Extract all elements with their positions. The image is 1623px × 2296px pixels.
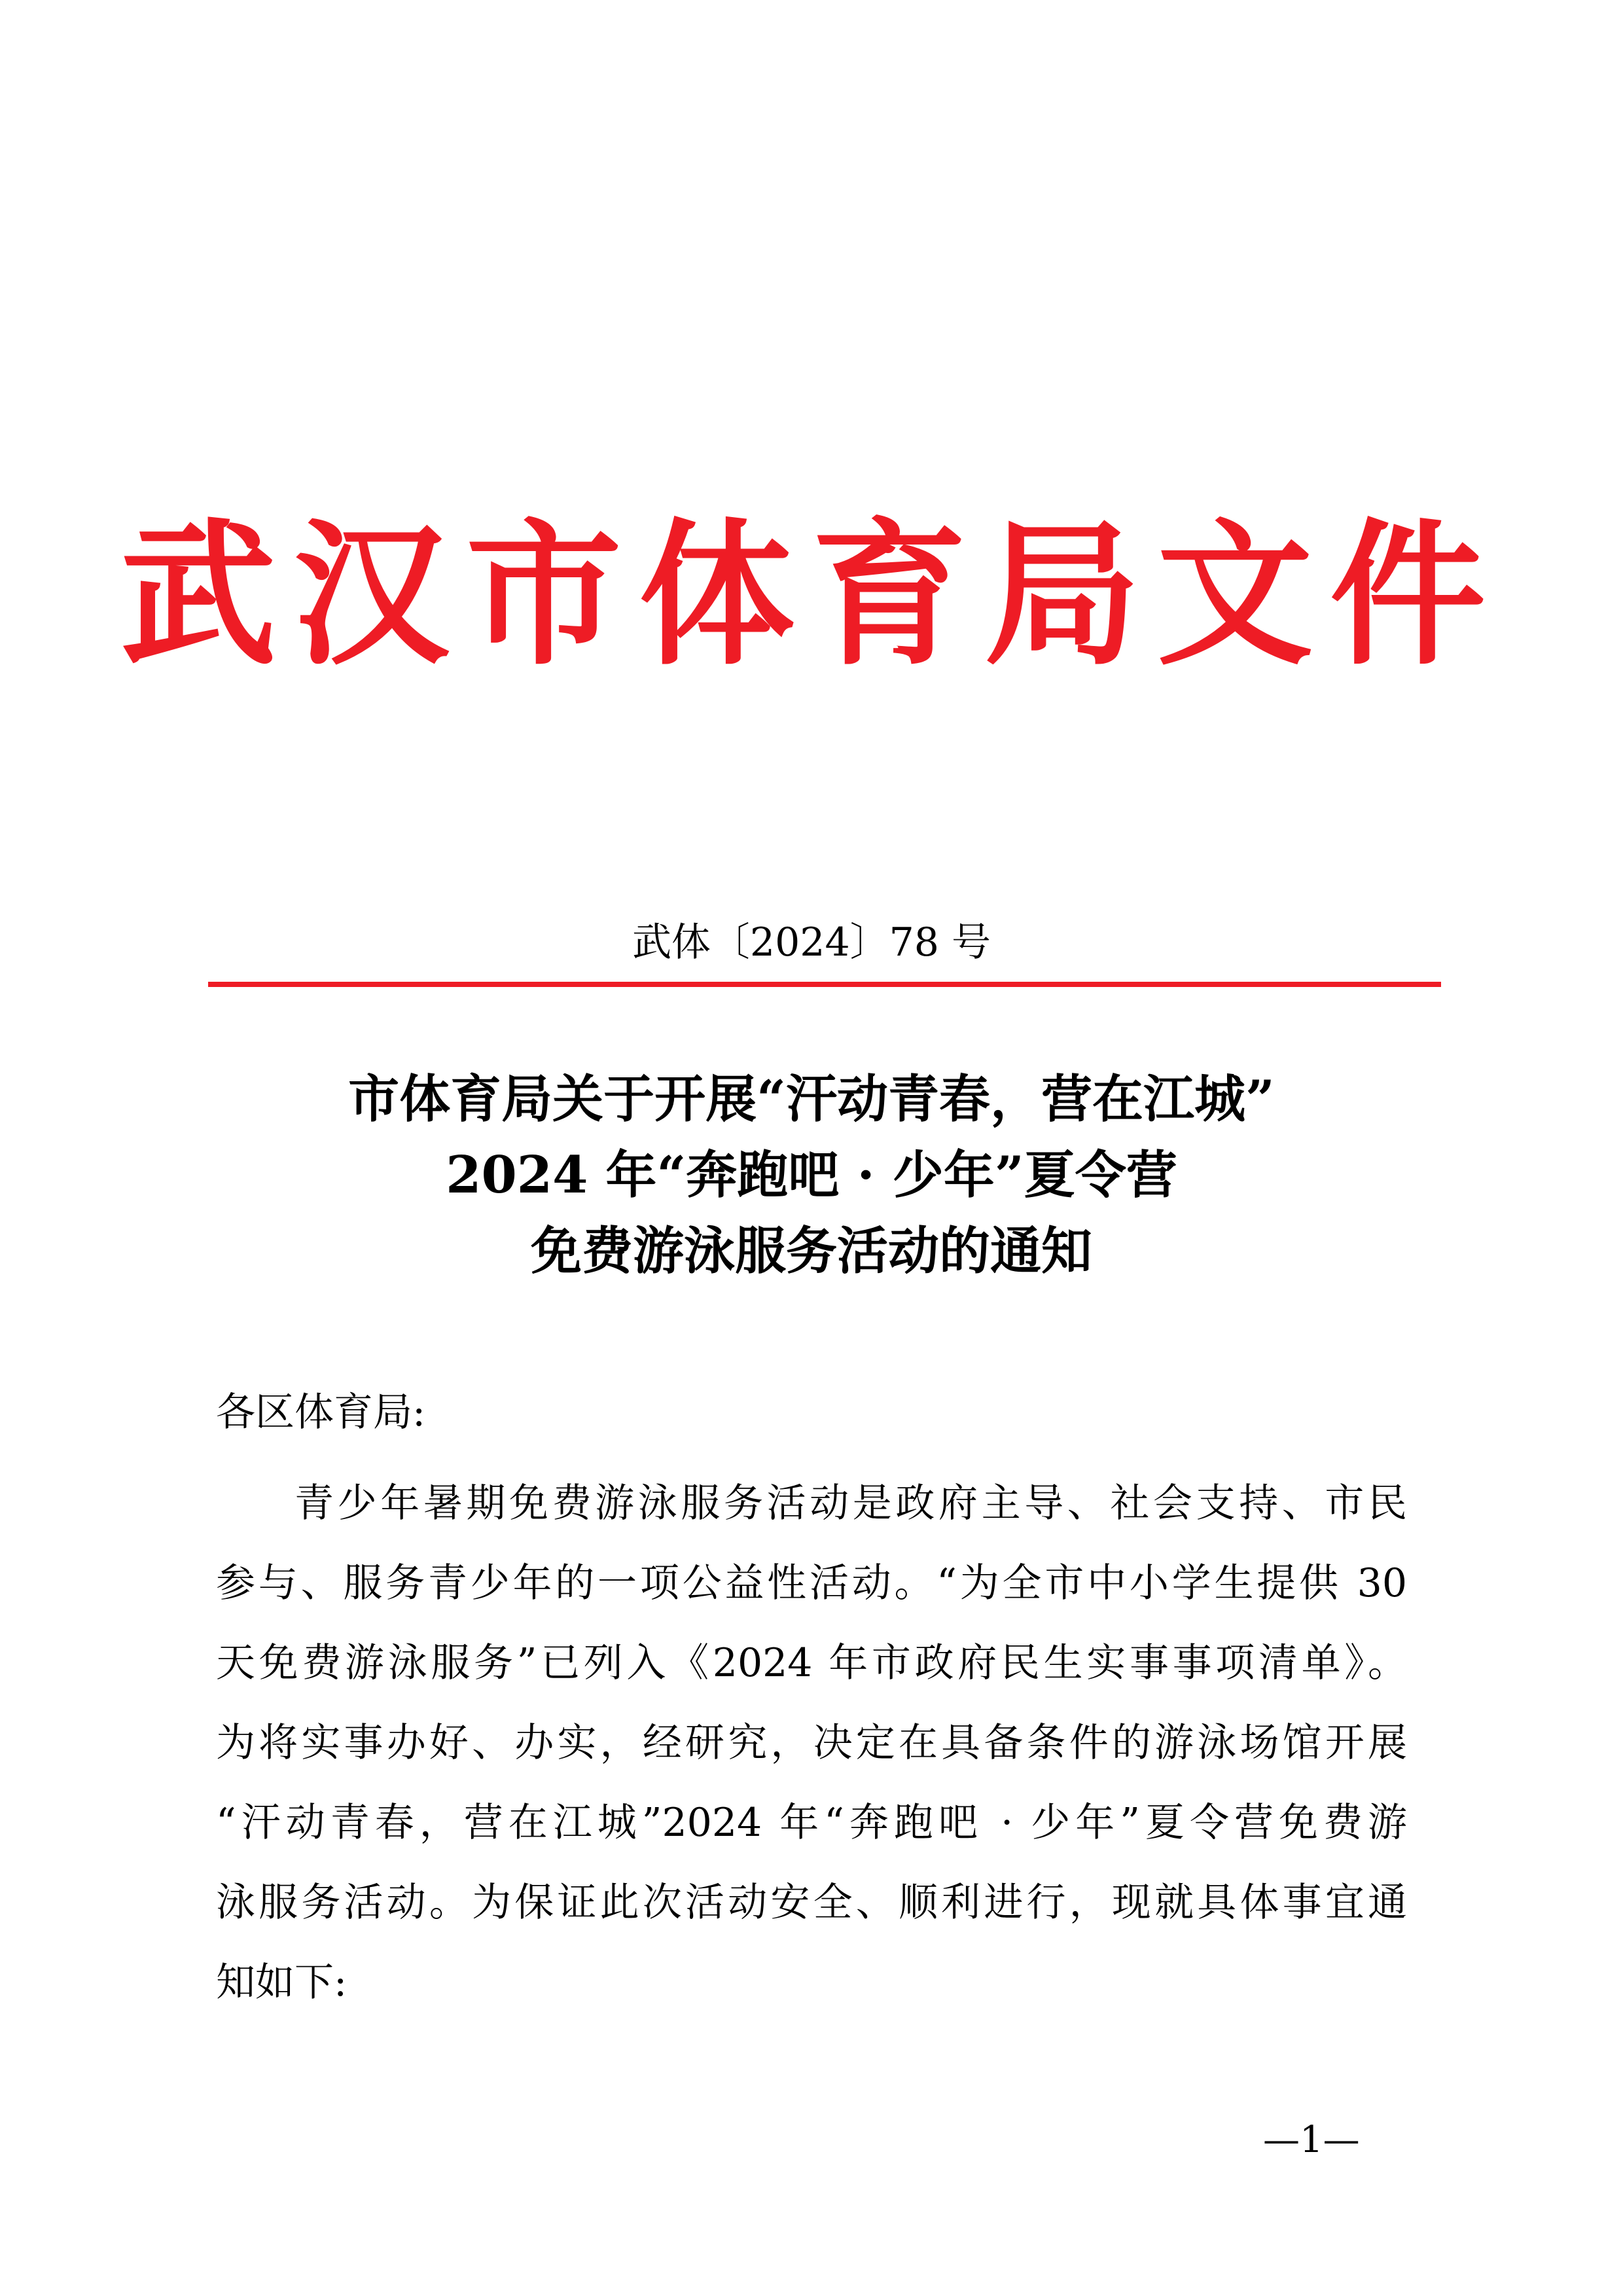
body-paragraph	[216, 1463, 1407, 2022]
document-masthead: 武汉市体育局文件	[120, 504, 1503, 687]
salutation: 各区体育局:	[216, 1390, 426, 1435]
body-line-4: 为将实事办好、办实，经研究，决定在具备条件的游泳场馆开展	[216, 1720, 1407, 1766]
body-line-5: “汗动青春，营在江城”2024 年“奔跑吧 · 少年”夏令营免费游	[216, 1800, 1407, 1846]
title-line-3: 免费游泳服务活动的通知	[530, 1221, 1092, 1281]
body-line-7: 知如下:	[216, 1960, 348, 2005]
body-line-6: 泳服务活动。为保证此次活动安全、顺利进行，现就具体事宜通	[216, 1880, 1407, 1926]
title-line-2: 2024 年“奔跑吧 · 少年”夏令营	[446, 1145, 1177, 1205]
body-line-2: 参与、服务青少年的一项公益性活动。“为全市中小学生提供 30	[216, 1560, 1407, 1606]
document-number: 武体〔2024〕78 号	[632, 920, 991, 965]
body-line-1: 青少年暑期免费游泳服务活动是政府主导、社会支持、市民	[294, 1480, 1407, 1526]
body-line-3: 天免费游泳服务”已列入《2024 年市政府民生实事事项清单》。	[216, 1640, 1407, 1686]
title-line-1: 市体育局关于开展“汗动青春，营在江城”	[348, 1069, 1275, 1129]
page-number: —1—	[1263, 2119, 1360, 2161]
document-title	[0, 1062, 1623, 1289]
red-divider-line	[208, 982, 1441, 987]
